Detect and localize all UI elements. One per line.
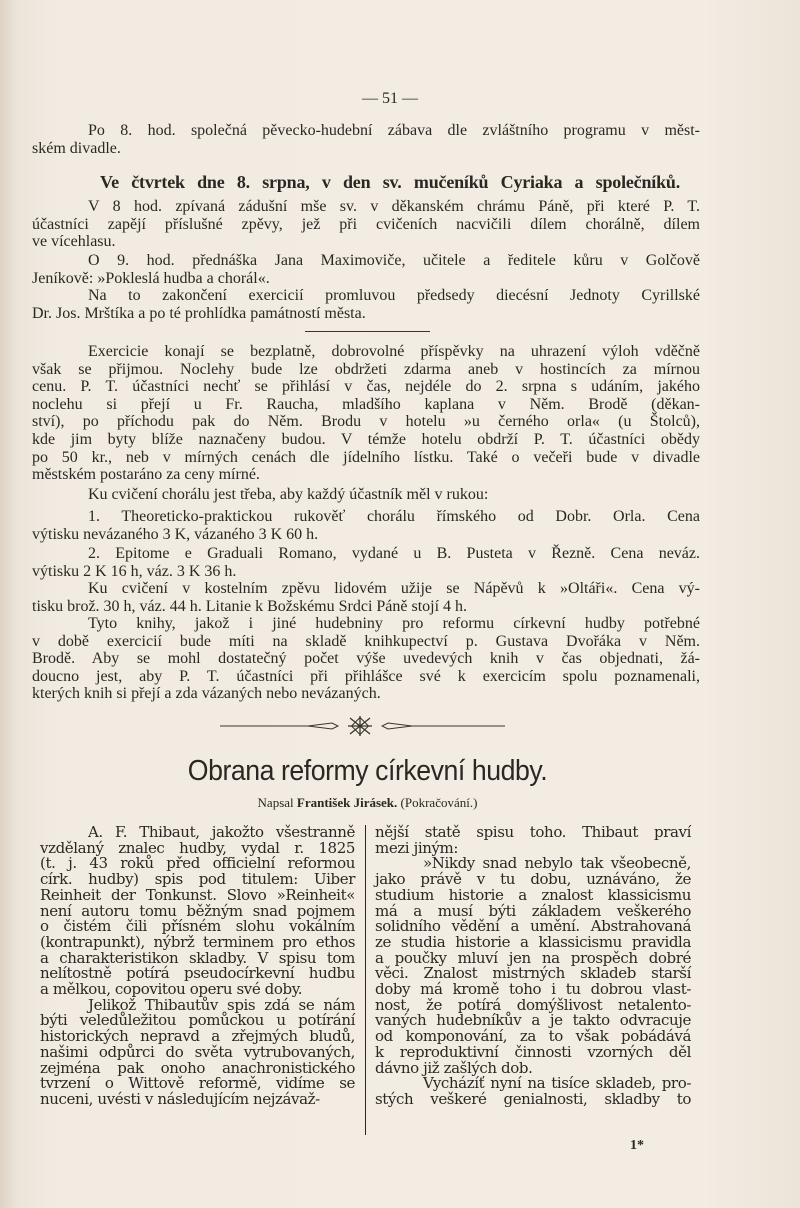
text-line: ství), po příchodu pak do Něm. Brodu v hotelu »u černého orla« (u Štolců), xyxy=(32,413,700,431)
text-line: k reproduktivní činnosti vzorných děl xyxy=(375,1042,691,1061)
text-line: círk. hudby) spis pod titulem: Uiber xyxy=(40,870,355,889)
text-line: Jeníkově: »Pokleslá hudba a chorál«. xyxy=(32,269,270,287)
text-line: věci. Znalost mistrných skladeb starší xyxy=(375,964,691,983)
text-line: tvrzení o Wittově reformě, vidíme se xyxy=(40,1074,355,1093)
text-line: doucno jest, aby P. T. účastníci při přihlášce své k exercicím spolu poznamenali, xyxy=(32,667,700,685)
text-line: »Nikdy snad nebylo tak všeobecně, xyxy=(423,854,691,873)
article-title: Obrana reformy církevní hudby. xyxy=(187,755,548,787)
text-line: vzdělaný znalec hudby, vydal r. 1825 xyxy=(40,838,355,857)
text-line: tisku brož. 30 h, váz. 44 h. Litanie k Božskému Srdci Páně stojí 4 h. xyxy=(32,597,468,615)
text-line: studium historie a znalost klassicismu xyxy=(375,885,691,904)
text-line: Po 8. hod. společná pěvecko-hudební zábava dle zvláštního programu v měst- xyxy=(88,122,700,139)
text-line: Na to zakončení exercicií promluvou předsedy diecésní Jednoty Cyrillské xyxy=(88,287,700,304)
text-line: není autoru tomu běžným snad pojmem xyxy=(40,901,355,920)
text-line: A. F. Thibaut, jakožto všestranně xyxy=(88,823,355,841)
text-line: od komponování, za to však pobádává xyxy=(375,1027,691,1046)
text-line: zejména pak onoho anachronistického xyxy=(40,1058,355,1077)
text-line: však se přijmou. Noclehy bude lze obdržeti zdarma aneb v hostincích za mírnou xyxy=(32,360,700,378)
text-line: nější statě spisu toho. Thibaut praví xyxy=(375,823,691,841)
text-line: Brodě. Aby se mohl dostatečný počet výše uvedevých knih v čas objednati, žá- xyxy=(32,650,700,668)
author-name: František Jirásek. xyxy=(296,795,398,810)
text-line: (kontrapunkt), nýbrž terminem pro ethos xyxy=(40,932,355,951)
article-paragraph xyxy=(375,825,691,856)
text-line: nelítostně potírá pseudocírkevní hudbu xyxy=(40,964,355,983)
text-line: Dr. Jos. Mrštíka a po té prohlídka památností města. xyxy=(32,304,366,322)
text-line: Vycházíť nyní na tisíce skladeb, pro- xyxy=(423,1074,691,1093)
paragraph xyxy=(32,615,700,703)
text-line: má a musí býti základem veškerého xyxy=(375,901,691,920)
article-paragraph xyxy=(40,825,355,998)
text-line: výtisku 2 K 16 h, váz. 3 K 36 h. xyxy=(32,562,237,580)
text-line: městském postaráno za ceny mírné. xyxy=(32,466,260,484)
article-paragraph xyxy=(375,856,691,1076)
text-line: Ku cvičení v kostelním zpěvu lidovém užije se Nápěvů k »Oltáři«. Cena vý- xyxy=(88,580,700,597)
byline-prefix: Napsal xyxy=(257,795,294,810)
text-line: a poučky mluví jen na prospěch dobré xyxy=(375,948,691,967)
column-rule xyxy=(365,825,366,1135)
text-line: nuceni, uvésti v následujícím nejzávaž- xyxy=(40,1089,320,1108)
signature-mark: 1* xyxy=(630,1138,644,1153)
text-line: dávno již zašlých dob. xyxy=(375,1058,533,1077)
text-line: Reinheit der Tonkunst. Slovo »Reinheit« xyxy=(40,885,355,904)
text-line: O 9. hod. přednáška Jana Maximoviče, učitele a ředitele kůru v Golčově xyxy=(88,252,700,269)
byline xyxy=(160,795,575,811)
list-item xyxy=(32,545,700,580)
paragraph xyxy=(32,252,700,287)
paragraph xyxy=(32,198,700,251)
text-line: nost, že potírá domýšlivost netalento- xyxy=(375,995,691,1014)
ornament-divider-icon xyxy=(220,716,505,736)
text-line: po 50 kr., neb v mírných cenách dle jídelního lístku. Také o večeři bude v divadle xyxy=(32,448,700,466)
text-line: vaných hudebníkův a je takto odvracuje xyxy=(375,1011,691,1030)
text-line: historických nepravd a zřejmých bludů, xyxy=(40,1027,355,1046)
section-divider xyxy=(305,331,430,332)
day-heading: Ve čtvrtek dne 8. srpna, v den sv. mučeníků Cyriaka a společníků. xyxy=(100,172,680,192)
text-line: mezi jiným: xyxy=(375,838,459,857)
text-line: ze studia historie a klassicismu pravidla xyxy=(375,932,691,951)
paragraph xyxy=(32,486,700,504)
text-line: doby má kromě toho i tu dobrou vlast- xyxy=(375,980,691,999)
list-item xyxy=(32,508,700,543)
text-line: V 8 hod. zpívaná zádušní mše sv. v děkanském chrámu Páně, při které P. T. xyxy=(88,198,700,215)
text-line: kde jim byty blíže naznačeny budou. V témže hotelu obdrží P. T. účastníci obědy xyxy=(32,430,700,448)
text-line: Jelikož Thibautův spis zdá se nám xyxy=(88,995,355,1014)
text-line: Tyto knihy, jakož i jiné hudebniny pro reformu církevní hudby potřebné xyxy=(88,615,700,632)
article-paragraph xyxy=(40,995,355,1108)
text-line: stých veškeré genialnosti, skladby to xyxy=(375,1089,691,1108)
article-column-right xyxy=(375,825,691,1108)
text-line: (t. j. 43 roků před officielní reformou xyxy=(40,854,355,873)
page-number: — 51 — xyxy=(362,90,418,107)
text-line: a mělkou, copovitou operu své doby. xyxy=(40,980,303,999)
text-line: cenu. P. T. účastníci nechť se přihlásí v čas, nejdéle do 2. srpna s udáním, jakého xyxy=(32,378,700,396)
article-paragraph xyxy=(375,1076,691,1107)
text-line: a charakteristikon skladby. V spisu tom xyxy=(40,948,355,967)
text-line: ve vícehlasu. xyxy=(32,233,116,251)
text-line: noclehu si přejí u Fr. Raucha, mladšího kaplana v Něm. Brodě (děkan- xyxy=(32,395,700,413)
text-line: ském divadle. xyxy=(32,139,121,157)
paragraph xyxy=(32,122,700,157)
paragraph xyxy=(32,580,700,615)
text-line: kterých knih si přejí a zda vázaných nebo nevázaných. xyxy=(32,685,381,703)
text-line: Exercicie konají se bezplatně, dobrovolné příspěvky na uhrazení výloh vděčně xyxy=(88,343,700,360)
text-line: v době exercicií bude míti na skladě knihkupectví p. Gustava Dvořáka v Něm. xyxy=(32,632,700,650)
paragraph xyxy=(32,343,700,484)
text-line: býti veledůležitou pomůckou u potírání xyxy=(40,1011,355,1030)
text-line: našimi odpůrci do světa vytrubovaných, xyxy=(40,1042,355,1061)
text-line: výtisku nevázaného 3 K, vázaného 3 K 60 h. xyxy=(32,525,319,543)
text-line: 1. Theoreticko-praktickou rukověť chorálu římského od Dobr. Orla. Cena xyxy=(88,508,700,525)
article-column-left xyxy=(40,825,355,1108)
text-line: solidního vědění a umění. Abstrahovaná xyxy=(375,917,691,936)
text-line: o čistém čili přísném slohu vokálním xyxy=(40,917,355,936)
paragraph xyxy=(32,287,700,322)
byline-suffix: (Pokračování.) xyxy=(400,795,478,810)
text-line: 2. Epitome e Graduali Romano, vydané u B. Pusteta v Řezně. Cena neváz. xyxy=(88,545,700,562)
text-line: účastníci zapějí příslušné zpěvy, jež při cvičeních nacvičili dílem chorálně, dílem xyxy=(32,215,700,233)
text-line: jako právě v tu dobu, uznáváno, že xyxy=(375,870,691,889)
text-line: Ku cvičení chorálu jest třeba, aby každý účastník měl v rukou: xyxy=(88,486,489,503)
